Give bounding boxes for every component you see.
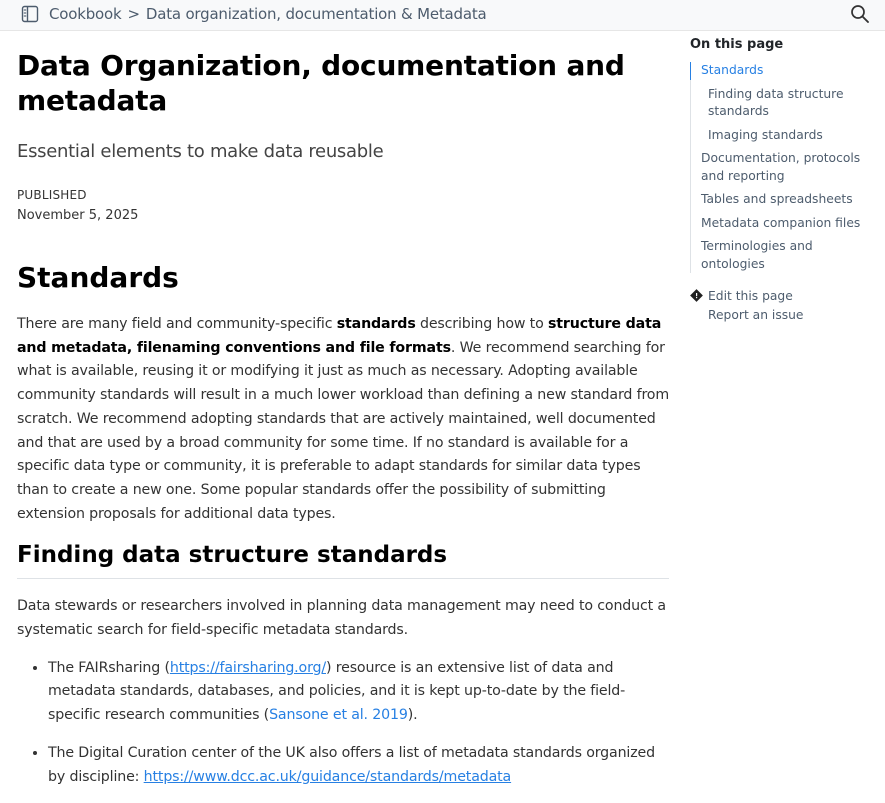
toc-title: On this page <box>690 37 784 52</box>
breadcrumb-separator: > <box>127 5 140 23</box>
resource-list <box>17 657 669 790</box>
list-item <box>48 657 669 728</box>
toc-item-terminologies[interactable]: Terminologies and ontologies <box>701 239 813 271</box>
standards-paragraph <box>17 313 669 526</box>
text-segment: . We recommend searching for what is available, reusing it or modifying it just as much as necessary. Adopting available community standards will result in a much lower workload than defining a new standard from scratch. We recommend adopting standards that are actively maintained, well documented and that are used by a broad community for some time. If no standard is available for a specific data type or community, it is preferable to adapt standards for similar data types than to create a new one. Some popular standards offer the possibility of submitting extension proposals for additional data types. <box>17 339 670 522</box>
toc-item-finding-data-structure-standards[interactable]: Finding data structure standards <box>708 86 844 118</box>
breadcrumb-current-link[interactable]: Data organization, documentation & Metadata <box>145 5 487 23</box>
text-segment: ). <box>407 707 418 724</box>
breadcrumb <box>49 5 487 23</box>
dcc-link[interactable]: https://www.dcc.ac.uk/guidance/standards/metadata <box>143 768 512 785</box>
text-segment: The FAIRsharing ( <box>48 659 170 676</box>
toc-item-tables[interactable]: Tables and spreadsheets <box>701 192 853 206</box>
text-segment: There are many field and community-specific <box>17 316 337 332</box>
emphasis-standards: standards <box>336 316 416 332</box>
text-segment: The Digital Curation center of the UK also offers a list of metadata standards organized by discipline: <box>48 744 655 785</box>
toc-item-standards[interactable]: Standards <box>690 62 880 80</box>
list-item <box>48 742 669 789</box>
text-segment: describing how to <box>415 316 548 332</box>
toc-item-metadata-companion[interactable]: Metadata companion files <box>701 215 861 230</box>
table-of-contents <box>690 37 880 325</box>
edit-page-link[interactable] <box>690 287 880 306</box>
citation-link[interactable]: Sansone et al. 2019 <box>269 707 408 724</box>
search-icon[interactable] <box>850 4 870 24</box>
text-segment: ) resource is an extensive list of data and metadata standards, databases, and policies, and it is kept up-to-date by the field-specific research communities ( <box>48 659 626 724</box>
published-label: PUBLISHED <box>17 188 87 202</box>
top-navbar <box>0 0 885 31</box>
page-subtitle: Essential elements to make data reusable <box>17 141 384 162</box>
emphasis-structure: structure data and metadata, filenaming conventions and file formats <box>17 316 662 356</box>
page-title: Data Organization, documentation and metadata <box>17 49 625 117</box>
standards-heading: Standards <box>17 261 179 294</box>
breadcrumb-root-link[interactable]: Cookbook <box>49 5 122 23</box>
toc-item-imaging-standards[interactable]: Imaging standards <box>708 127 823 142</box>
toc-actions <box>690 287 880 325</box>
finding-standards-heading: Finding data structure standards <box>17 540 669 579</box>
published-date: November 5, 2025 <box>17 208 139 223</box>
report-issue-link[interactable]: Report an issue <box>708 308 804 322</box>
main-content <box>17 31 669 803</box>
edit-page-label: Edit this page <box>708 289 793 303</box>
sidebar-toggle-icon[interactable] <box>21 5 39 23</box>
toc-list <box>690 62 880 273</box>
fairsharing-link[interactable]: https://fairsharing.org/ <box>169 659 326 676</box>
finding-intro: Data stewards or researchers involved in planning data management may need to conduct a systematic search for field-specific metadata standards. <box>17 598 666 639</box>
toc-item-documentation[interactable]: Documentation, protocols and reporting <box>701 151 861 183</box>
git-edit-icon <box>690 289 703 302</box>
